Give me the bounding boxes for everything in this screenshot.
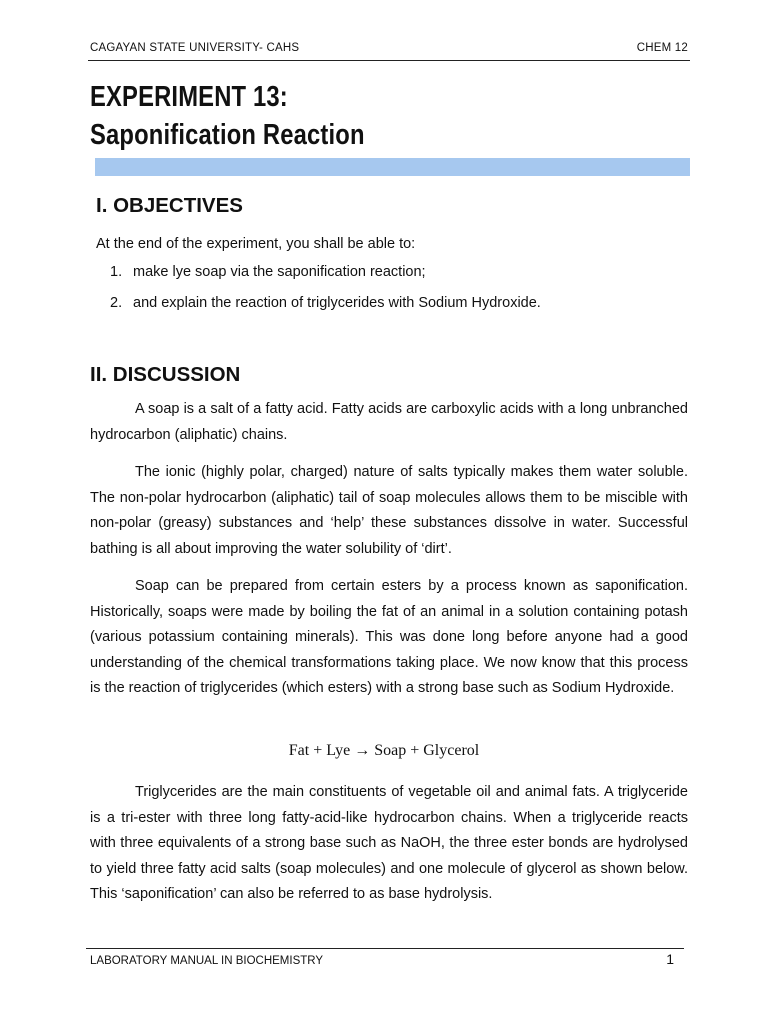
- experiment-name: Saponification Reaction: [90, 119, 365, 151]
- paragraph-text: The ionic (highly polar, charged) nature of salts typically makes them water soluble. The non-polar hydrocarbon (aliphatic) tail of soap molecules allows them to be miscible with non-polar (greasy) substances and ‘help’ these substances dissolve in water. Successful bathing is all about improving the water solubility of ‘dirt’.: [90, 464, 688, 557]
- discussion-paragraph-1: [90, 397, 688, 448]
- page-header: [90, 42, 688, 54]
- header-rule: [88, 60, 690, 61]
- header-course: CHEM 12: [636, 42, 688, 54]
- paragraph-text: A soap is a salt of a fatty acid. Fatty acids are carboxylic acids with a long unbranched hydrocarbon (aliphatic) chains.: [90, 401, 688, 443]
- footer-rule: [86, 948, 684, 949]
- title-accent-bar: [95, 158, 690, 176]
- footer-manual-title: LABORATORY MANUAL IN BIOCHEMISTRY: [90, 955, 324, 967]
- objectives-list: [110, 264, 541, 326]
- page-footer: [90, 951, 674, 967]
- list-item-number: 1.: [110, 264, 123, 280]
- list-item: [110, 264, 541, 295]
- header-institution: CAGAYAN STATE UNIVERSITY- CAHS: [90, 42, 300, 54]
- discussion-paragraph-4: [90, 780, 688, 908]
- discussion-paragraph-3: [90, 574, 688, 702]
- objectives-heading: I. OBJECTIVES: [96, 194, 243, 217]
- experiment-title: [90, 78, 365, 154]
- objectives-intro: At the end of the experiment, you shall be able to:: [96, 236, 416, 252]
- discussion-paragraph-2: [90, 460, 688, 562]
- list-item: [110, 295, 541, 326]
- paragraph-text: Triglycerides are the main constituents of vegetable oil and animal fats. A triglyceride is a tri-ester with three long fatty-acid-like hydrocarbon chains. When a triglyceride reacts with three equivalents of a strong base such as NaOH, the three ester bonds are hydrolysed to yield three fatty acid salts (soap molecules) and one molecule of glycerol as shown below. This ‘saponification’ can also be referred to as base hydrolysis.: [90, 784, 688, 902]
- reaction-equation: Fat + Lye → Soap + Glycerol: [288, 742, 480, 759]
- experiment-number: EXPERIMENT 13:: [90, 81, 288, 113]
- list-item-number: 2.: [110, 295, 123, 311]
- list-item-text: and explain the reaction of triglycerides with Sodium Hydroxide.: [133, 295, 541, 311]
- list-item-text: make lye soap via the saponification reaction;: [133, 264, 426, 280]
- paragraph-text: Soap can be prepared from certain esters by a process known as saponification. Historically, soaps were made by boiling the fat of an animal in a solution containing potash (various potassium containing minerals). This was done long before anyone had a good understanding of the chemical transformations taking place. We now know that this process is the reaction of triglycerides (which esters) with a strong base such as Sodium Hydroxide.: [90, 578, 688, 696]
- discussion-heading: II. DISCUSSION: [90, 363, 241, 386]
- page-number: 1: [666, 951, 674, 967]
